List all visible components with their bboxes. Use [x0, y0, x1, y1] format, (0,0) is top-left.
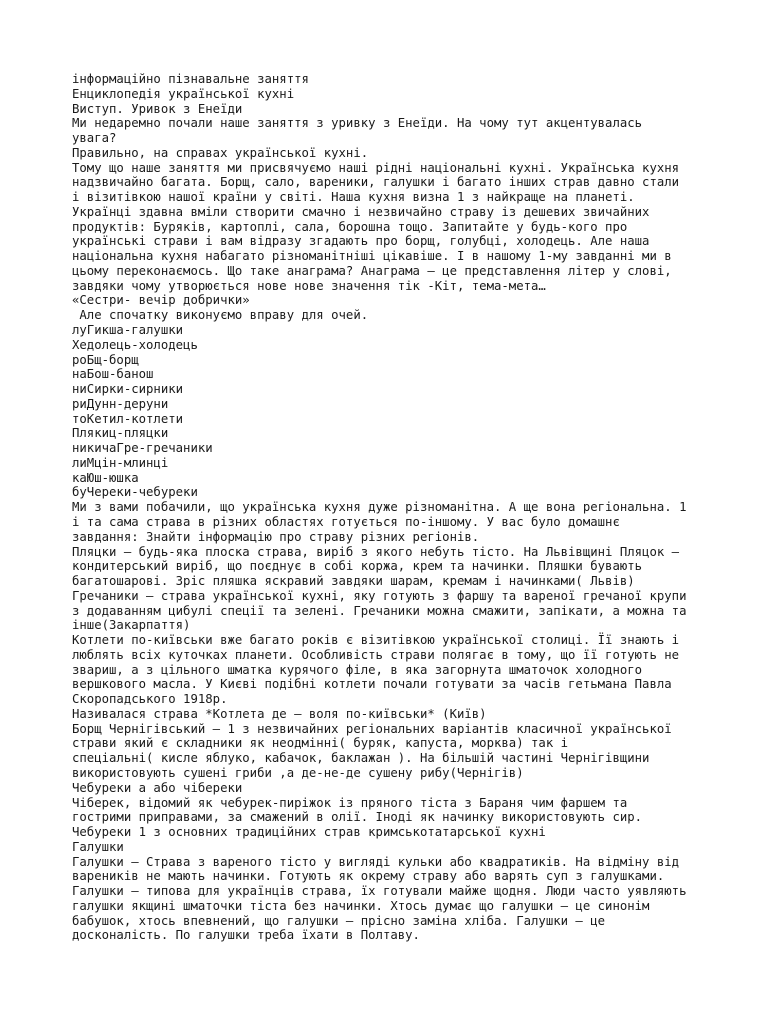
text-line: Котлети по-київськи вже багато років є візитівкою української столиці. Її знають і — [72, 633, 680, 648]
text-line: Борщ Чернігівський — 1 з незвичайних регіональних варіантів класичної української — [72, 721, 672, 736]
text-line: Галушки — типова для українців страва, їх готували майже щодня. Люди часто уявляють — [72, 884, 687, 899]
text-line: інше(Закарпаття) — [72, 618, 191, 633]
document-body — [72, 72, 702, 943]
text-line: Галушки — Страва з вареного тісто у вигляді кульки або квадратиків. На відміну від — [72, 854, 680, 869]
text-line: лиМцін-млинці — [72, 455, 169, 470]
text-line: риДунн-деруни — [72, 396, 169, 411]
text-line: Плякиц-пляцки — [72, 426, 169, 441]
text-line: галушки якщині шматочки тіста без начинки. Хтось думає що галушки — це синонім — [72, 898, 650, 913]
text-line: луГикша-галушки — [72, 323, 184, 338]
text-line: Гречаники — страва української кухні, яку готують з фаршу та вареної гречаної крупи — [72, 588, 687, 603]
text-line: з додаванням цибулі спеції та зелені. Гречаники можна смажити, запікати, а можна та — [72, 603, 687, 618]
text-line: Чебуреки 1 з основних традиційних страв кримськотатарської кухні — [72, 825, 546, 840]
text-line: і та сама страва в різних областях готується по-іншому. У вас було домашнє — [72, 514, 620, 529]
text-line: Скоропадського 1918р. — [72, 692, 228, 707]
text-line: гострими приправами, за смажений в олії. Іноді як начинку використовують сир. — [72, 810, 643, 825]
text-line: бабушок, хтось впевнений, що галушки — прісно заміна хліба. Галушки — це — [72, 913, 606, 928]
text-line: тоКетил-котлети — [72, 411, 184, 426]
text-line: Чебуреки а або чіберeки — [72, 780, 243, 795]
text-line: кондитерський виріб, що поєднує в собі коржа, крем та начинки. Пляшки бувають — [72, 559, 643, 574]
text-line: надзвичайно багата. Борщ, сало, вареники, галушки і багато інших страв давно стали — [72, 175, 680, 190]
text-line: Пляцки — будь-яка плоска страва, виріб з якого небуть тісто. На Львівщині Пляцок — — [72, 544, 680, 559]
text-line: Виступ. Уривок з Енеїди — [72, 101, 243, 116]
text-line: українські страви і вам відразу згадають про борщ, голубці, холодець. Але наша — [72, 234, 650, 249]
text-line: досконаліcть. По галушки треба їхати в Полтаву. — [72, 928, 420, 943]
text-line: цьому переконаємось. Що таке анаграма? Анаграма — це представлення літер у слові, — [72, 263, 672, 278]
text-line: багатошарові. Зріс пляшка яскравий завдяки шарам, кремам і начинками( Львів) — [72, 574, 635, 589]
text-line: і візитівкою нашої країни у світі. Наша кухня визна 1 з найкраще на планеті. — [72, 190, 635, 205]
text-line: Ми з вами побачили, що українська кухня дуже різноманітна. А ще вона регіональна. 1 — [72, 500, 687, 515]
text-line: завдання: Знайти інформацію про страву різних регіонів. — [72, 529, 480, 544]
text-line: роБщ-борщ — [72, 352, 139, 367]
text-line: Енциклопедія української кухні — [72, 86, 295, 101]
text-line: вареників не мають начинки. Готують як окрему страву або варять суп з галушками. — [72, 869, 665, 884]
text-line: Правильно, на справах української кухні. — [72, 145, 369, 160]
text-line: Українці здавна вміли створити смачно і незвичайно страву із дешевих звичайних — [72, 204, 650, 219]
text-line: Галушки — [72, 839, 124, 854]
text-line: Але спочатку виконуємо вправу для очей. — [72, 308, 369, 323]
text-line: звариш, а з цільного шматка курячого філе, в яка загорнута шматочок холодного — [72, 662, 643, 677]
text-line: Тому що наше заняття ми присвячуємо наші рідні національні кухні. Українська кухня — [72, 160, 680, 175]
text-line: Ми недаремно почали наше заняття з уривку з Енеїди. На чому тут акцентувалась — [72, 116, 643, 131]
text-line: завдяки чому утворюється нове нове значення тік -Кіт, тема-мета… — [72, 278, 546, 293]
text-line: страви який є складники як неодмінні( буряк, капуста, морква) так і — [72, 736, 569, 751]
text-line: каЮш-юшка — [72, 470, 139, 485]
text-line: Називалася страва *Котлета де — воля по-київськи* (Київ) — [72, 706, 487, 721]
text-line: увага? — [72, 131, 117, 146]
text-line: використовують сушені гриби ,а де-не-де сушену рибу(Чернігів) — [72, 765, 524, 780]
text-line: Хедолець-холодець — [72, 337, 198, 352]
text-line: продуктів: Буряків, картоплі, сала, борошна тощо. Запитайте у будь-кого про — [72, 219, 628, 234]
text-line: «Сестри- вечір добрички» — [72, 293, 250, 308]
text-line: никичаГре-гречаники — [72, 441, 213, 456]
text-line: вершкового масла. У Києві подібні котлети почали готувати за часів гетьмана Павла — [72, 677, 672, 692]
text-line: люблять всіх куточках планети. Особливість страви полягає в тому, що її готують не — [72, 647, 680, 662]
text-line: наБош-банош — [72, 367, 154, 382]
text-line: буЧереки-чебуреки — [72, 485, 198, 500]
text-line: спеціальні( кисле яблуко, кабачок, баклажан ). На більшій частині Чернігівщини — [72, 751, 650, 766]
text-line: ниСирки-сирники — [72, 382, 184, 397]
text-line: інформаційно пізнавальне заняття — [72, 72, 309, 86]
text-line: Чіберек, відомий як чебурек-пиріжок із пряного тіста з Бараня чим фаршем та — [72, 795, 628, 810]
text-line: національна кухня набагато різноманітніші цікавіше. І в нашому 1-му завданні ми в — [72, 249, 672, 264]
